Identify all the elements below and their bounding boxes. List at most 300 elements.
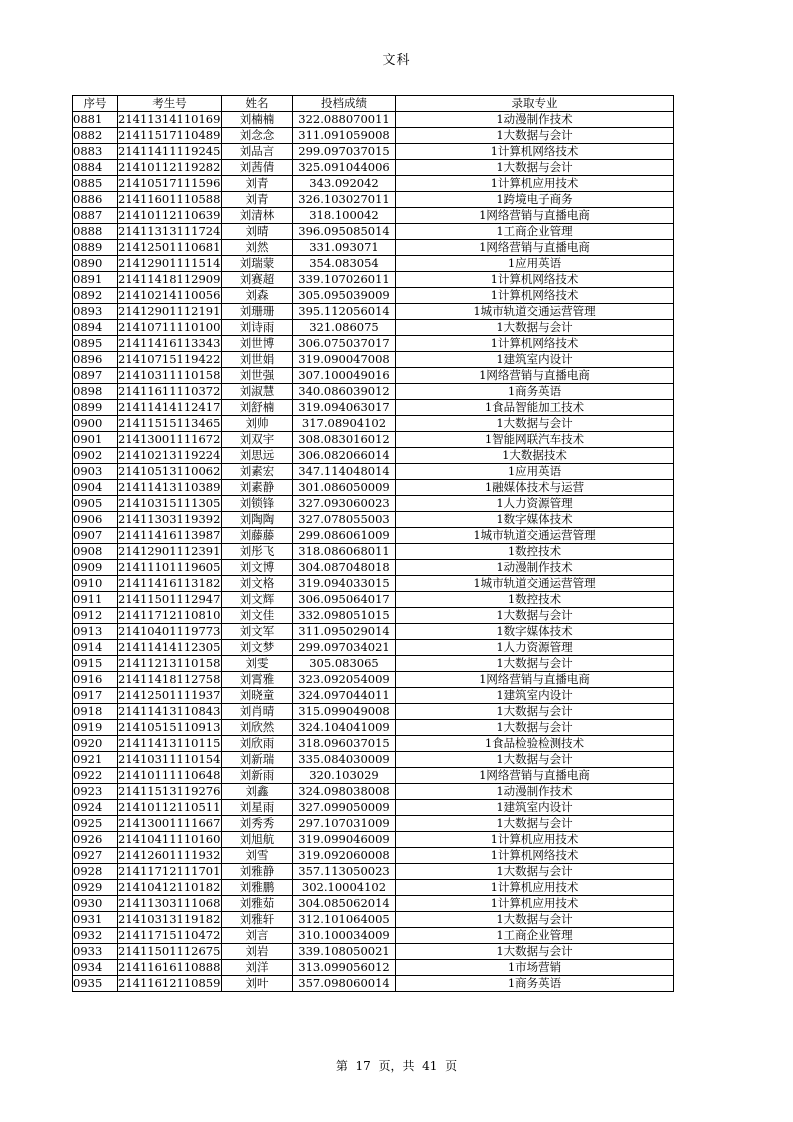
table-row	[73, 320, 674, 336]
cell-major: 1大数据与会计	[396, 720, 674, 736]
cell-major: 1应用英语	[396, 464, 674, 480]
cell-major: 1大数据与会计	[396, 752, 674, 768]
cell-exam-id: 21411715110472	[118, 928, 221, 942]
cell-seq: 0919	[73, 720, 118, 736]
table-row	[73, 912, 674, 928]
cell-name: 刘旭航	[222, 832, 293, 848]
cell-exam-id: 21411517110489	[118, 128, 221, 142]
column-header-seq: 序号	[73, 96, 118, 112]
page-footer	[0, 1057, 793, 1074]
cell-exam-id: 21410311110154	[118, 752, 221, 766]
cell-score: 318.086068011	[293, 544, 396, 560]
cell-name: 刘青	[222, 192, 293, 208]
cell-major: 1食品检验检测技术	[396, 736, 674, 752]
cell-seq: 0933	[73, 944, 118, 960]
cell-name: 刘念念	[222, 128, 293, 144]
table-row	[73, 176, 674, 192]
cell-name: 刘新雨	[222, 768, 293, 784]
cell-exam-id: 21410513110062	[118, 464, 221, 478]
cell-name: 刘帅	[222, 416, 293, 432]
cell-score: 323.092054009	[293, 672, 396, 688]
cell-exam-id: 21410112119282	[118, 160, 221, 174]
cell-seq: 0900	[73, 416, 118, 432]
cell-score: 311.095029014	[293, 624, 396, 640]
cell-seq: 0927	[73, 848, 118, 864]
cell-major: 1食品智能加工技术	[396, 400, 674, 416]
cell-seq: 0906	[73, 512, 118, 528]
cell-name: 刘品言	[222, 144, 293, 160]
cell-name: 刘森	[222, 288, 293, 304]
table-row	[73, 576, 674, 592]
table-row	[73, 240, 674, 256]
cell-major: 1大数据与会计	[396, 816, 674, 832]
cell-score: 324.097044011	[293, 688, 396, 704]
cell-score: 312.101064005	[293, 912, 396, 928]
column-header-name: 姓名	[222, 96, 293, 112]
cell-exam-id: 21411416113343	[118, 336, 221, 350]
cell-seq: 0895	[73, 336, 118, 352]
table-row	[73, 160, 674, 176]
table-row	[73, 464, 674, 480]
table-row	[73, 976, 674, 992]
cell-exam-id: 21410711110100	[118, 320, 221, 334]
table-row	[73, 128, 674, 144]
cell-name: 刘世娟	[222, 352, 293, 368]
footer-suffix: 页	[445, 1059, 458, 1073]
cell-score: 321.086075	[293, 320, 396, 336]
cell-name: 刘藤藤	[222, 528, 293, 544]
cell-seq: 0899	[73, 400, 118, 416]
table-row	[73, 880, 674, 896]
cell-score: 305.083065	[293, 656, 396, 672]
cell-exam-id: 21411416113182	[118, 576, 221, 590]
table-row	[73, 432, 674, 448]
cell-exam-id: 21412901112191	[118, 304, 221, 318]
cell-major: 1计算机网络技术	[396, 272, 674, 288]
table-row	[73, 736, 674, 752]
cell-major: 1工商企业管理	[396, 224, 674, 240]
cell-exam-id: 21410401119773	[118, 624, 221, 638]
table-row	[73, 752, 674, 768]
cell-major: 1工商企业管理	[396, 928, 674, 944]
cell-score: 299.097034021	[293, 640, 396, 656]
cell-seq: 0934	[73, 960, 118, 976]
cell-name: 刘瑞蒙	[222, 256, 293, 272]
cell-name: 刘文格	[222, 576, 293, 592]
table-row	[73, 656, 674, 672]
table-row	[73, 144, 674, 160]
cell-major: 1大数据与会计	[396, 656, 674, 672]
table-row	[73, 560, 674, 576]
cell-seq: 0908	[73, 544, 118, 560]
cell-seq: 0882	[73, 128, 118, 144]
cell-major: 1网络营销与直播电商	[396, 672, 674, 688]
table-row	[73, 192, 674, 208]
cell-seq: 0884	[73, 160, 118, 176]
cell-name: 刘雅鹏	[222, 880, 293, 896]
table-row	[73, 784, 674, 800]
cell-name: 刘思远	[222, 448, 293, 464]
cell-score: 357.113050023	[293, 864, 396, 880]
cell-score: 325.091044006	[293, 160, 396, 176]
table-row	[73, 288, 674, 304]
cell-seq: 0922	[73, 768, 118, 784]
cell-exam-id: 21411413110115	[118, 736, 221, 750]
cell-seq: 0924	[73, 800, 118, 816]
cell-score: 319.090047008	[293, 352, 396, 368]
cell-name: 刘素静	[222, 480, 293, 496]
table-row	[73, 640, 674, 656]
table-row	[73, 592, 674, 608]
cell-exam-id: 21412901112391	[118, 544, 221, 558]
cell-major: 1跨境电子商务	[396, 192, 674, 208]
cell-name: 刘陶陶	[222, 512, 293, 528]
cell-seq: 0917	[73, 688, 118, 704]
cell-major: 1计算机应用技术	[396, 896, 674, 912]
table-row	[73, 112, 674, 128]
table-row	[73, 368, 674, 384]
cell-seq: 0891	[73, 272, 118, 288]
table-row	[73, 384, 674, 400]
cell-score: 299.086061009	[293, 528, 396, 544]
cell-name: 刘文梦	[222, 640, 293, 656]
cell-score: 339.107026011	[293, 272, 396, 288]
cell-seq: 0925	[73, 816, 118, 832]
cell-major: 1大数据技术	[396, 448, 674, 464]
cell-major: 1建筑室内设计	[396, 688, 674, 704]
footer-middle: 页，共	[378, 1059, 415, 1073]
cell-exam-id: 21410715119422	[118, 352, 221, 366]
cell-seq: 0926	[73, 832, 118, 848]
cell-name: 刘文军	[222, 624, 293, 640]
cell-score: 297.107031009	[293, 816, 396, 832]
footer-prefix: 第	[335, 1059, 348, 1073]
cell-name: 刘新瑞	[222, 752, 293, 768]
cell-major: 1城市轨道交通运营管理	[396, 528, 674, 544]
cell-seq: 0911	[73, 592, 118, 608]
cell-major: 1大数据与会计	[396, 160, 674, 176]
cell-exam-id: 21410111110648	[118, 768, 221, 782]
cell-major: 1大数据与会计	[396, 128, 674, 144]
cell-score: 354.083054	[293, 256, 396, 272]
cell-seq: 0889	[73, 240, 118, 256]
footer-total-pages: 41	[422, 1059, 438, 1073]
cell-exam-id: 21411513119276	[118, 784, 221, 798]
cell-name: 刘珊珊	[222, 304, 293, 320]
cell-score: 327.099050009	[293, 800, 396, 816]
cell-major: 1网络营销与直播电商	[396, 208, 674, 224]
cell-score: 332.098051015	[293, 608, 396, 624]
table-row	[73, 688, 674, 704]
cell-score: 322.088070011	[293, 112, 396, 128]
cell-score: 318.100042	[293, 208, 396, 224]
cell-score: 304.087048018	[293, 560, 396, 576]
cell-seq: 0912	[73, 608, 118, 624]
cell-major: 1大数据与会计	[396, 864, 674, 880]
table-row	[73, 928, 674, 944]
cell-seq: 0890	[73, 256, 118, 272]
cell-major: 1计算机应用技术	[396, 880, 674, 896]
cell-seq: 0915	[73, 656, 118, 672]
cell-major: 1建筑室内设计	[396, 800, 674, 816]
cell-name: 刘洋	[222, 960, 293, 976]
cell-major: 1智能网联汽车技术	[396, 432, 674, 448]
cell-score: 319.099046009	[293, 832, 396, 848]
cell-name: 刘世强	[222, 368, 293, 384]
cell-score: 324.098038008	[293, 784, 396, 800]
cell-score: 313.099056012	[293, 960, 396, 976]
cell-name: 刘文博	[222, 560, 293, 576]
table-row	[73, 224, 674, 240]
cell-score: 331.093071	[293, 240, 396, 256]
footer-current-page: 17	[355, 1059, 371, 1073]
cell-exam-id: 21411416113987	[118, 528, 221, 542]
cell-score: 319.094063017	[293, 400, 396, 416]
table-row	[73, 304, 674, 320]
cell-major: 1城市轨道交通运营管理	[396, 576, 674, 592]
cell-score: 308.083016012	[293, 432, 396, 448]
cell-score: 324.104041009	[293, 720, 396, 736]
cell-major: 1动漫制作技术	[396, 784, 674, 800]
table-row	[73, 704, 674, 720]
cell-exam-id: 21411712111701	[118, 864, 221, 878]
cell-seq: 0930	[73, 896, 118, 912]
cell-major: 1计算机网络技术	[396, 144, 674, 160]
cell-score: 319.092060008	[293, 848, 396, 864]
cell-seq: 0935	[73, 976, 118, 992]
cell-major: 1应用英语	[396, 256, 674, 272]
table-row	[73, 272, 674, 288]
cell-name: 刘雅茹	[222, 896, 293, 912]
cell-seq: 0883	[73, 144, 118, 160]
cell-score: 326.103027011	[293, 192, 396, 208]
cell-major: 1大数据与会计	[396, 320, 674, 336]
column-header-major: 录取专业	[396, 96, 674, 112]
cell-exam-id: 21412501111937	[118, 688, 221, 702]
cell-score: 319.094033015	[293, 576, 396, 592]
cell-exam-id: 21411501112675	[118, 944, 221, 958]
cell-score: 301.086050009	[293, 480, 396, 496]
cell-score: 320.103029	[293, 768, 396, 784]
cell-name: 刘秀秀	[222, 816, 293, 832]
cell-name: 刘舒楠	[222, 400, 293, 416]
cell-exam-id: 21412601111932	[118, 848, 221, 862]
cell-name: 刘青	[222, 176, 293, 192]
cell-score: 307.100049016	[293, 368, 396, 384]
cell-seq: 0918	[73, 704, 118, 720]
cell-major: 1计算机网络技术	[396, 336, 674, 352]
cell-exam-id: 21410517111596	[118, 176, 221, 190]
cell-score: 306.075037017	[293, 336, 396, 352]
cell-name: 刘淑慧	[222, 384, 293, 400]
table-row	[73, 624, 674, 640]
cell-name: 刘霄雅	[222, 672, 293, 688]
table-body	[73, 112, 674, 992]
cell-score: 396.095085014	[293, 224, 396, 240]
cell-name: 刘文佳	[222, 608, 293, 624]
cell-major: 1动漫制作技术	[396, 560, 674, 576]
cell-name: 刘雯	[222, 656, 293, 672]
cell-exam-id: 21413001111672	[118, 432, 221, 446]
cell-exam-id: 21411213110158	[118, 656, 221, 670]
cell-name: 刘楠楠	[222, 112, 293, 128]
cell-exam-id: 21410112110511	[118, 800, 221, 814]
cell-major: 1计算机应用技术	[396, 832, 674, 848]
cell-seq: 0881	[73, 112, 118, 128]
cell-score: 317.08904102	[293, 416, 396, 432]
cell-exam-id: 21410315111305	[118, 496, 221, 510]
cell-seq: 0886	[73, 192, 118, 208]
table-row	[73, 832, 674, 848]
cell-name: 刘世博	[222, 336, 293, 352]
cell-score: 306.082066014	[293, 448, 396, 464]
cell-seq: 0894	[73, 320, 118, 336]
cell-name: 刘晓童	[222, 688, 293, 704]
cell-exam-id: 21411612110859	[118, 976, 221, 990]
cell-major: 1人力资源管理	[396, 640, 674, 656]
cell-score: 395.112056014	[293, 304, 396, 320]
cell-score: 340.086039012	[293, 384, 396, 400]
cell-name: 刘欣然	[222, 720, 293, 736]
cell-major: 1人力资源管理	[396, 496, 674, 512]
cell-major: 1计算机网络技术	[396, 848, 674, 864]
cell-exam-id: 21410412110182	[118, 880, 221, 894]
cell-name: 刘岩	[222, 944, 293, 960]
cell-name: 刘清林	[222, 208, 293, 224]
cell-exam-id: 21410515110913	[118, 720, 221, 734]
cell-major: 1市场营销	[396, 960, 674, 976]
cell-name: 刘锁锋	[222, 496, 293, 512]
cell-major: 1数控技术	[396, 592, 674, 608]
table-row	[73, 256, 674, 272]
cell-major: 1网络营销与直播电商	[396, 768, 674, 784]
cell-seq: 0903	[73, 464, 118, 480]
cell-name: 刘文辉	[222, 592, 293, 608]
cell-exam-id: 21410313119182	[118, 912, 221, 926]
cell-exam-id: 21410213119224	[118, 448, 221, 462]
table-row	[73, 336, 674, 352]
cell-seq: 0896	[73, 352, 118, 368]
cell-exam-id: 21411413110389	[118, 480, 221, 494]
cell-major: 1网络营销与直播电商	[396, 240, 674, 256]
cell-major: 1商务英语	[396, 384, 674, 400]
cell-name: 刘星雨	[222, 800, 293, 816]
cell-name: 刘诗雨	[222, 320, 293, 336]
cell-exam-id: 21410311110158	[118, 368, 221, 382]
cell-exam-id: 21411616110888	[118, 960, 221, 974]
table-row	[73, 544, 674, 560]
table-row	[73, 720, 674, 736]
table-row	[73, 864, 674, 880]
cell-name: 刘雅静	[222, 864, 293, 880]
cell-major: 1商务英语	[396, 976, 674, 992]
cell-seq: 0909	[73, 560, 118, 576]
cell-name: 刘鑫	[222, 784, 293, 800]
cell-exam-id: 21411414112305	[118, 640, 221, 654]
cell-exam-id: 21411413110843	[118, 704, 221, 718]
cell-score: 339.108050021	[293, 944, 396, 960]
cell-exam-id: 21411314110169	[118, 112, 221, 126]
cell-major: 1计算机应用技术	[396, 176, 674, 192]
cell-exam-id: 21411712110810	[118, 608, 221, 622]
cell-seq: 0893	[73, 304, 118, 320]
cell-seq: 0921	[73, 752, 118, 768]
table-row	[73, 960, 674, 976]
cell-exam-id: 21411303119392	[118, 512, 221, 526]
cell-name: 刘然	[222, 240, 293, 256]
column-header-exam-id: 考生号	[118, 96, 222, 112]
cell-seq: 0902	[73, 448, 118, 464]
cell-score: 343.092042	[293, 176, 396, 192]
cell-major: 1大数据与会计	[396, 912, 674, 928]
cell-major: 1大数据与会计	[396, 416, 674, 432]
cell-score: 311.091059008	[293, 128, 396, 144]
cell-name: 刘言	[222, 928, 293, 944]
table-row	[73, 816, 674, 832]
cell-seq: 0888	[73, 224, 118, 240]
cell-seq: 0920	[73, 736, 118, 752]
page-title: 文科	[382, 53, 411, 68]
cell-seq: 0892	[73, 288, 118, 304]
cell-name: 刘雪	[222, 848, 293, 864]
table-row	[73, 416, 674, 432]
admission-table	[72, 95, 674, 992]
cell-score: 318.096037015	[293, 736, 396, 752]
cell-major: 1城市轨道交通运营管理	[396, 304, 674, 320]
column-header-score: 投档成绩	[293, 96, 396, 112]
cell-exam-id: 21411414112417	[118, 400, 221, 414]
cell-major: 1数字媒体技术	[396, 624, 674, 640]
cell-score: 299.097037015	[293, 144, 396, 160]
cell-seq: 0887	[73, 208, 118, 224]
cell-exam-id: 21410411110160	[118, 832, 221, 846]
cell-name: 刘彤飞	[222, 544, 293, 560]
cell-major: 1大数据与会计	[396, 944, 674, 960]
cell-exam-id: 21411501112947	[118, 592, 221, 606]
cell-name: 刘晴	[222, 224, 293, 240]
table-row	[73, 480, 674, 496]
cell-seq: 0929	[73, 880, 118, 896]
cell-score: 347.114048014	[293, 464, 396, 480]
cell-seq: 0928	[73, 864, 118, 880]
cell-name: 刘肖晴	[222, 704, 293, 720]
cell-score: 327.093060023	[293, 496, 396, 512]
cell-exam-id: 21411611110372	[118, 384, 221, 398]
cell-major: 1动漫制作技术	[396, 112, 674, 128]
cell-seq: 0923	[73, 784, 118, 800]
table-row	[73, 528, 674, 544]
cell-name: 刘素宏	[222, 464, 293, 480]
cell-major: 1大数据与会计	[396, 704, 674, 720]
cell-seq: 0910	[73, 576, 118, 592]
cell-seq: 0905	[73, 496, 118, 512]
cell-name: 刘赛超	[222, 272, 293, 288]
table-row	[73, 944, 674, 960]
cell-exam-id: 21411101119605	[118, 560, 221, 574]
cell-score: 335.084030009	[293, 752, 396, 768]
cell-score: 306.095064017	[293, 592, 396, 608]
cell-major: 1建筑室内设计	[396, 352, 674, 368]
cell-exam-id: 21411418112758	[118, 672, 221, 686]
cell-exam-id: 21411411119245	[118, 144, 221, 158]
cell-exam-id: 21412901111514	[118, 256, 221, 270]
cell-score: 304.085062014	[293, 896, 396, 912]
cell-name: 刘叶	[222, 976, 293, 992]
cell-name: 刘欣雨	[222, 736, 293, 752]
cell-exam-id: 21411303111068	[118, 896, 221, 910]
table-row	[73, 208, 674, 224]
cell-seq: 0932	[73, 928, 118, 944]
